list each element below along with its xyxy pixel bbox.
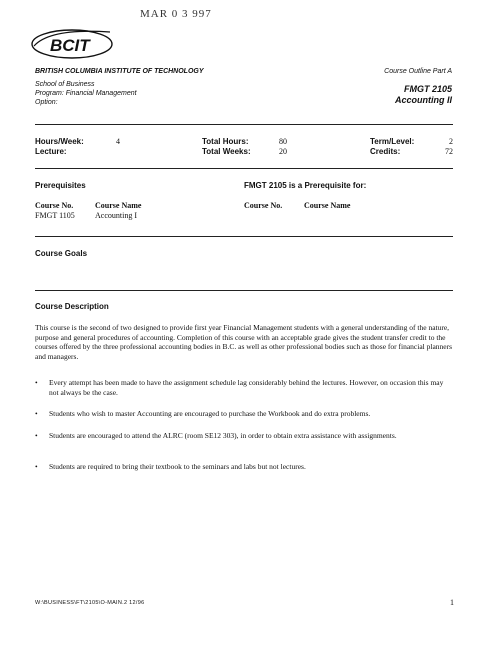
prereq-course-name: Accounting I <box>95 211 137 220</box>
list-item <box>35 378 453 397</box>
credits-value: 72 <box>445 147 453 156</box>
institute-name: BRITISH COLUMBIA INSTITUTE OF TECHNOLOGY <box>35 68 204 75</box>
divider <box>35 236 453 237</box>
bullet-icon: • <box>35 378 38 387</box>
course-no-header-right: Course No. <box>244 201 283 210</box>
divider <box>35 168 453 169</box>
hours-week-label: Hours/Week: <box>35 137 84 146</box>
course-name-header: Course Name <box>95 201 142 210</box>
course-title: Accounting II <box>395 95 452 105</box>
footer-file-path: W:\BUSINESS\FT\2105\O-MAIN.2 12/96 <box>35 600 145 606</box>
course-name-header-right: Course Name <box>304 201 351 210</box>
page-number: 1 <box>450 598 454 607</box>
course-description-title: Course Description <box>35 302 109 311</box>
bullet-icon: • <box>35 409 38 418</box>
total-weeks-value: 20 <box>279 147 287 156</box>
lecture-label: Lecture: <box>35 147 67 156</box>
list-item-text: Students who wish to master Accounting are encouraged to purchase the Workbook and do extra problems. <box>49 409 371 418</box>
school-name: School of Business <box>35 81 95 88</box>
course-description-text: This course is the second of two designed to provide first year Financial Management students with a general understanding of the nature, purpose and general procedures of accounting. Completion of this course with an acceptable grade gives the student transfer credit to the courses offered by the three professional accounting bodies in B.C. as well as other professional bodies such as those for financial planners and managers. <box>35 323 453 361</box>
total-weeks-label: Total Weeks: <box>202 147 251 156</box>
divider <box>35 124 453 125</box>
hours-week-value: 4 <box>116 137 120 146</box>
prerequisites-title: Prerequisites <box>35 181 86 190</box>
outline-label: Course Outline Part A <box>384 68 452 75</box>
total-hours-label: Total Hours: <box>202 137 249 146</box>
program-name: Program: Financial Management <box>35 90 137 97</box>
bullet-icon: • <box>35 431 38 440</box>
course-heading <box>395 84 452 106</box>
received-date-stamp: MAR 0 3 997 <box>140 8 212 20</box>
course-no-header: Course No. <box>35 201 74 210</box>
total-hours-value: 80 <box>279 137 287 146</box>
list-item-text: Every attempt has been made to have the assignment schedule lag considerably behind the lectures. However, on occasion this may not always be the case. <box>49 378 444 397</box>
prereq-course-no: FMGT 1105 <box>35 211 75 220</box>
list-item-text: Students are encouraged to attend the ALRC (room SE12 303), in order to obtain extra assistance with assignments. <box>49 431 397 440</box>
credits-label: Credits: <box>370 147 401 156</box>
prerequisite-for-title: FMGT 2105 is a Prerequisite for: <box>244 181 367 190</box>
list-item <box>35 431 453 441</box>
course-code: FMGT 2105 <box>403 84 452 94</box>
logo-text: BCIT <box>50 36 90 55</box>
divider <box>35 290 453 291</box>
list-item-text: Students are required to bring their textbook to the seminars and labs but not lectures. <box>49 462 306 471</box>
bullet-icon: • <box>35 462 38 471</box>
list-item <box>35 409 453 419</box>
bcit-logo <box>30 24 120 62</box>
term-value: 2 <box>449 137 453 146</box>
list-item <box>35 462 453 472</box>
term-label: Term/Level: <box>370 137 415 146</box>
option-label: Option: <box>35 99 58 106</box>
course-goals-title: Course Goals <box>35 249 88 258</box>
school-info <box>35 80 137 107</box>
